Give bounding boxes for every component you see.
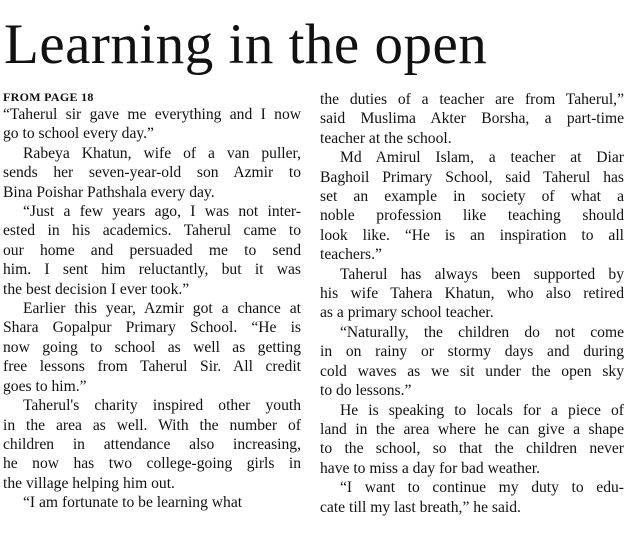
- text-line: in the area as well. With the number of: [3, 416, 301, 434]
- article-paragraph: [320, 323, 624, 401]
- text-line: his wife Tahera Khatun, who also retired: [320, 285, 624, 303]
- text-line: as a primary school teacher.: [320, 304, 494, 322]
- text-line: have to miss a day for bad weather.: [320, 459, 540, 477]
- text-line: “I am fortunate to be learning what: [23, 494, 243, 512]
- text-line: him. I sent him reluctantly, but it was: [3, 261, 301, 279]
- article-paragraph: [3, 105, 301, 144]
- text-line: ested in his academics. Taherul came to: [3, 222, 301, 240]
- text-line: Bina Poishar Pathshala every day.: [3, 183, 215, 201]
- text-line: Baghoil Primary School, said Taherul has: [320, 168, 624, 186]
- article-paragraph: [320, 401, 624, 479]
- article-paragraph: [320, 265, 624, 323]
- text-line: “I want to continue my duty to edu-: [340, 479, 624, 497]
- article-column-right: [320, 90, 624, 517]
- article-paragraph: [3, 144, 301, 202]
- text-line: said Muslima Akter Borsha, a part-time: [320, 110, 624, 128]
- text-line: Rabeya Khatun, wife of a van puller,: [23, 144, 301, 162]
- text-line: sends her seven-year-old son Azmir to: [3, 164, 301, 182]
- continuation-label: FROM PAGE 18: [3, 90, 94, 104]
- text-line: our home and persuaded me to send: [3, 241, 301, 259]
- text-line: the village helping him out.: [3, 474, 175, 492]
- text-line: “Just a few years ago, I was not inter-: [23, 203, 301, 221]
- text-line: Taherul's charity inspired other youth: [23, 397, 301, 415]
- text-line: the duties of a teacher are from Taherul,”: [320, 91, 624, 108]
- text-line: goes to him.”: [3, 377, 87, 395]
- text-line: to do lessons.”: [320, 382, 412, 400]
- text-line: He is speaking to locals for a piece of: [340, 401, 624, 419]
- text-line: he now has two college-going girls in: [3, 455, 301, 473]
- text-line: Taherul has always been supported by: [340, 265, 624, 283]
- article-column-left: [3, 90, 301, 513]
- text-line: to the school, so that the children never: [320, 440, 624, 458]
- text-line: “Naturally, the children do not come: [340, 323, 624, 341]
- article-paragraph: [3, 493, 301, 512]
- text-line: teacher at the school.: [320, 129, 452, 147]
- article-paragraph: [3, 396, 301, 493]
- text-line: land in the area where he can give a shape: [320, 420, 624, 438]
- text-line: the best decision I ever took.”: [3, 280, 190, 298]
- text-line: go to school every day.”: [3, 125, 154, 143]
- text-line: set an example in society of what a: [320, 188, 624, 206]
- text-line: noble profession like teaching should: [320, 207, 624, 225]
- text-line: children in attendance also increasing,: [3, 435, 301, 453]
- article-paragraph: [3, 202, 301, 299]
- text-line: cate till my last breath,” he said.: [320, 498, 521, 516]
- article-paragraph: [320, 90, 624, 148]
- article-headline: Learning in the open: [4, 13, 488, 76]
- article-paragraph: [3, 299, 301, 396]
- text-line: “Taherul sir gave me everything and I now: [3, 106, 301, 123]
- text-line: Md Amirul Islam, a teacher at Diar: [340, 149, 624, 167]
- text-line: Shara Gopalpur Primary School. “He is: [3, 319, 301, 337]
- text-line: cold waves as we sit under the open sky: [320, 362, 624, 380]
- text-line: teachers.”: [320, 246, 382, 264]
- text-line: Earlier this year, Azmir got a chance at: [23, 300, 301, 318]
- article-paragraph: [320, 478, 624, 517]
- text-line: free lessons from Taherul Sir. All credit: [3, 358, 301, 376]
- text-line: now going to school as well as getting: [3, 338, 301, 356]
- article-paragraph: [320, 148, 624, 264]
- text-line: look like. “He is an inspiration to all: [320, 226, 624, 244]
- text-line: in on rainy or stormy days and during: [320, 343, 624, 361]
